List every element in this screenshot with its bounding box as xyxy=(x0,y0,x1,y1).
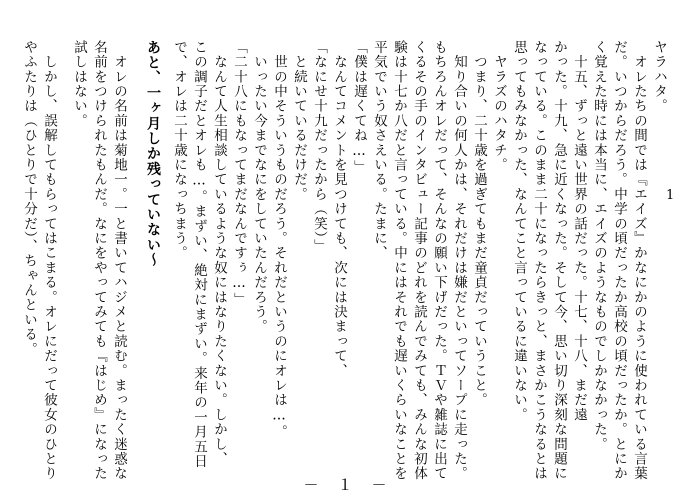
text-column: なんてコメントを見つけても、次には決まって、 xyxy=(331,40,347,379)
text-column: オレたちの間では『エイズ』かなにかのように使われている言葉 xyxy=(631,40,647,481)
text-column: いったい今までなにをしていたんだろう。 xyxy=(251,40,267,334)
text-column: 世の中そういうものだろう。それだというのにオレは…。 xyxy=(271,40,287,440)
text-column: だ。いつからだろう。中学の頃だったか高校の頃だったか。とにか xyxy=(611,40,627,481)
emphasis-heading: あと、一ヶ月しか残っていない〜 xyxy=(145,40,161,268)
page-footer-number: － １ － xyxy=(303,476,389,494)
text-column: くるその手のインタビュー記事のどれを読んでみても、みんな初体 xyxy=(411,40,427,481)
text-column: かった。十九、急に近くなった。そして今、思い切り深刻な問題に xyxy=(551,40,567,481)
text-column: 名前をつけられたもんだ。なにをやってみても『はじめ』になった xyxy=(91,40,107,481)
text-column: しかし、誤解してもらってはこまる。オレにだって彼女のひとり xyxy=(41,40,57,481)
text-column: なっている。このまま二十になったらきっと、まさかこうなるとは xyxy=(531,40,547,481)
text-column: ヤラズのハタチ。 xyxy=(491,40,507,173)
text-column: なんて人生相談しているような奴にはなりたくない。しかし、 xyxy=(211,40,227,467)
text-column: オレの名前は菊地一。一と書いてハジメと読む。まったく迷惑な xyxy=(111,40,127,481)
text-column: やふたりは（ひとりで十分だ）、ちゃんといる。 xyxy=(21,40,37,357)
side-page-number: 1 xyxy=(666,188,675,203)
text-column: 「二十八にもなってまだなんですぅ…」 xyxy=(231,40,247,308)
text-column: 試しはない。 xyxy=(71,40,87,129)
text-column: 「なにせ十九だったから（笑）」 xyxy=(311,40,327,254)
text-column: 「僕は遅くてね…」 xyxy=(351,40,367,175)
text-column: もちろんオレだって、そんなの願い下げだった。ＴＶや雑誌に出て xyxy=(431,40,447,481)
text-column: 十五、ずっと遠い世界の話だった。十七、十八、まだ遠 xyxy=(571,40,587,423)
text-column: 思ってもみなかった、なんてこと言っているに違いない。 xyxy=(511,40,527,423)
text-column: と続いているだけだ。 xyxy=(291,40,307,202)
text-column: く覚えた時には本当に、エイズのようなものでしかなかった。 xyxy=(591,40,607,452)
text-column: 験は十七か八だと言っている。中にはそれでも遅いくらいなことを xyxy=(391,40,407,481)
text-column: 知り合いの何人かは、それだけは嫌だといってソープに走った。 xyxy=(451,40,467,481)
text-column: つまり、二十歳を過ぎてもまだ童貞だっていうこと。 xyxy=(471,40,487,408)
text-column: で、オレは二十歳になっちまう。 xyxy=(171,40,187,261)
text-column: この調子だとオレも…。まずい、絶対にまずい。来年の一月五日 xyxy=(191,40,207,469)
text-column: ヤラハタ。 xyxy=(651,40,667,114)
text-column: 平気でいう奴さえいる。たまに、 xyxy=(371,40,387,261)
